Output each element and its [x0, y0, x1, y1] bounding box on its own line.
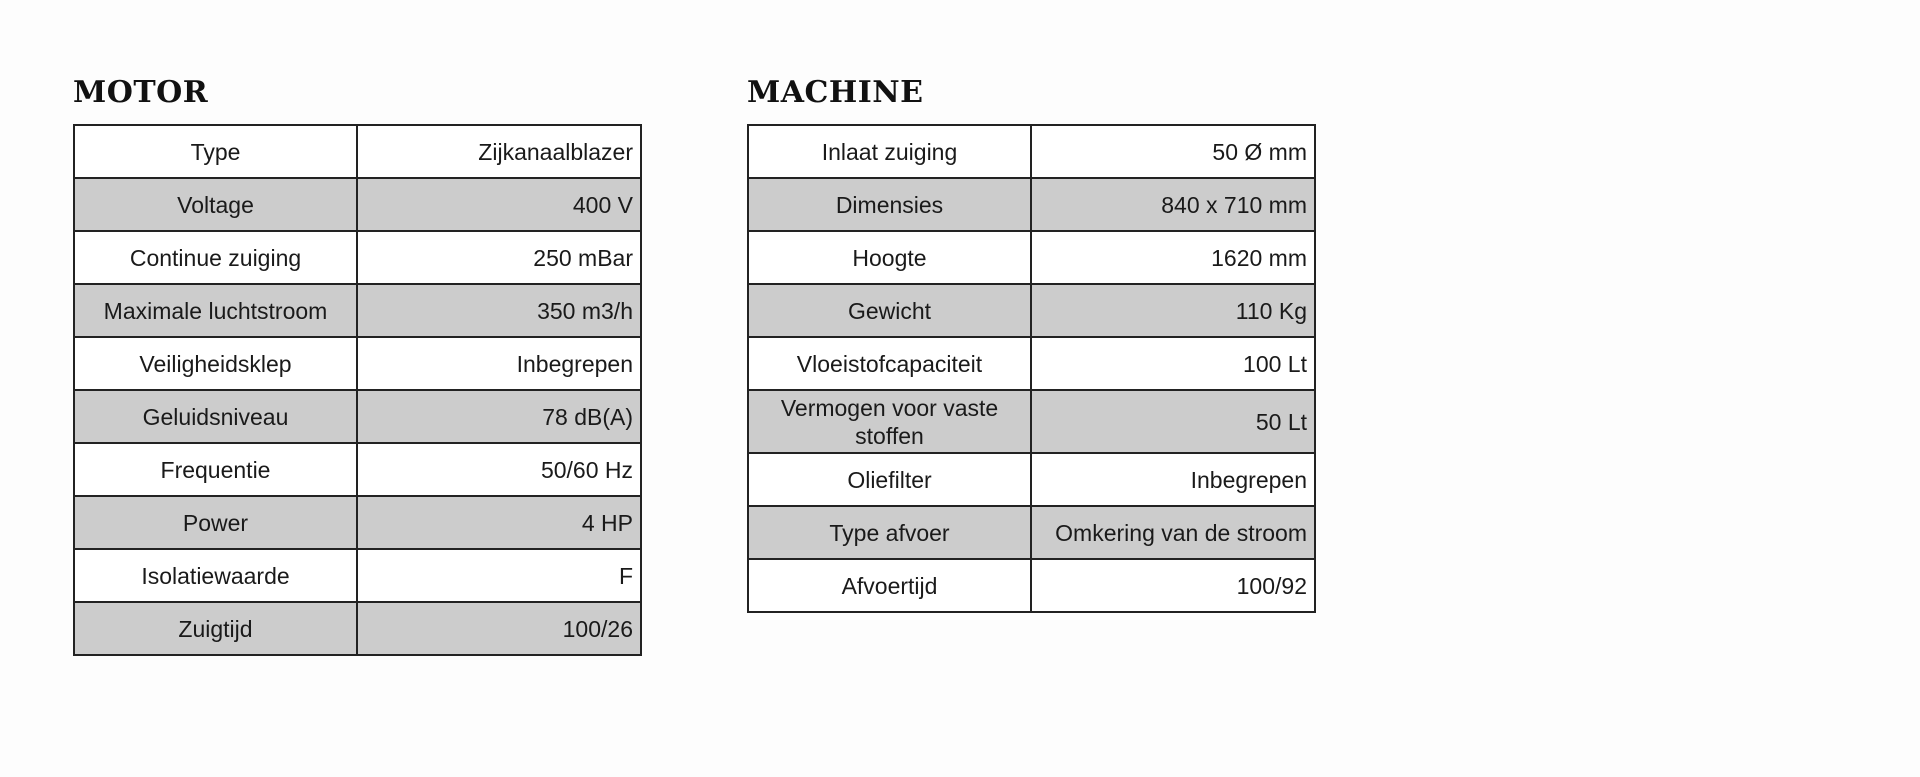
spec-value: Inbegrepen [357, 337, 641, 390]
spec-label: Veiligheidsklep [74, 337, 357, 390]
spec-value: 78 dB(A) [357, 390, 641, 443]
spec-value: 100/92 [1031, 559, 1315, 612]
spec-value: 110 Kg [1031, 284, 1315, 337]
machine-section [747, 74, 1316, 613]
motor-title: MOTOR [73, 75, 209, 110]
spec-label: Dimensies [748, 178, 1031, 231]
spec-label: Afvoertijd [748, 559, 1031, 612]
spec-value: 1620 mm [1031, 231, 1315, 284]
spec-value: 50 Lt [1031, 390, 1315, 453]
spec-value: Omkering van de stroom [1031, 506, 1315, 559]
machine-title: MACHINE [747, 75, 924, 110]
spec-value: 50/60 Hz [357, 443, 641, 496]
motor-section [73, 74, 642, 656]
table-row [74, 602, 641, 655]
spec-value: 250 mBar [357, 231, 641, 284]
machine-spec-table [747, 124, 1316, 613]
spec-label: Voltage [74, 178, 357, 231]
motor-spec-table [73, 124, 642, 656]
table-row [74, 284, 641, 337]
spec-label: Inlaat zuiging [748, 125, 1031, 178]
table-row [74, 125, 641, 178]
spec-value: 350 m3/h [357, 284, 641, 337]
spec-value: 100 Lt [1031, 337, 1315, 390]
spec-value: 100/26 [357, 602, 641, 655]
table-row [74, 231, 641, 284]
spec-label: Frequentie [74, 443, 357, 496]
spec-value: 4 HP [357, 496, 641, 549]
spec-value: 400 V [357, 178, 641, 231]
table-row [74, 496, 641, 549]
spec-label: Gewicht [748, 284, 1031, 337]
table-row [748, 231, 1315, 284]
spec-label: Type [74, 125, 357, 178]
table-row [748, 178, 1315, 231]
table-row [748, 390, 1315, 453]
table-row [74, 443, 641, 496]
spec-label: Maximale luchtstroom [74, 284, 357, 337]
table-row [748, 506, 1315, 559]
spec-value: 840 x 710 mm [1031, 178, 1315, 231]
spec-label: Vloeistofcapaciteit [748, 337, 1031, 390]
spec-value: Inbegrepen [1031, 453, 1315, 506]
spec-label: Power [74, 496, 357, 549]
table-row [748, 284, 1315, 337]
spec-label: Type afvoer [748, 506, 1031, 559]
table-row [74, 178, 641, 231]
table-row [748, 337, 1315, 390]
table-row [748, 453, 1315, 506]
table-row [748, 125, 1315, 178]
spec-label: Continue zuiging [74, 231, 357, 284]
table-row [74, 390, 641, 443]
spec-label: Isolatiewaarde [74, 549, 357, 602]
spec-value: F [357, 549, 641, 602]
spec-label: Zuigtijd [74, 602, 357, 655]
table-row [74, 337, 641, 390]
table-row [748, 559, 1315, 612]
spec-value: Zijkanaalblazer [357, 125, 641, 178]
spec-label: Oliefilter [748, 453, 1031, 506]
spec-label: Geluidsniveau [74, 390, 357, 443]
spec-label: Vermogen voor vaste stoffen [748, 390, 1031, 453]
spec-label: Hoogte [748, 231, 1031, 284]
spec-value: 50 Ø mm [1031, 125, 1315, 178]
table-row [74, 549, 641, 602]
